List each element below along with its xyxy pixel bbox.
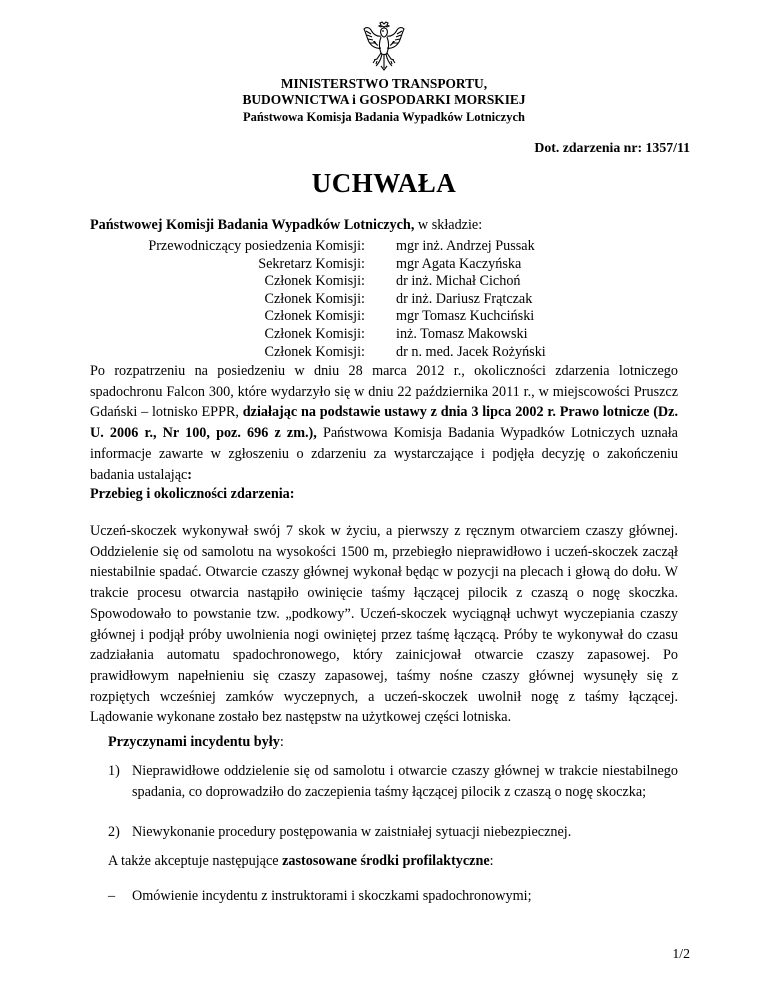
causes-heading-bold: Przyczynami incydentu były (108, 734, 280, 750)
cause-number: 1) (108, 763, 120, 779)
incident-description: Uczeń-skoczek wykonywał swój 7 skok w życiu, a pierwszy z ręcznym otwarciem czaszy głównej. Oddzielenie się od samolotu na wysokości 1500 m, przebiegło nieprawidłowo i uczeń-skoczek zaczął niestabilnie spadać. Otwarcie czaszy głównej wykonał będąc w pozycji na plecach i głową do dołu. W trakcie procesu otwarcia nastąpiło owinięcie taśmy łączącej pilocik z czaszą o nogę skoczka. Spowodowało to powstanie tzw. „podkowy”. Uczeń-skoczek wyciągnął uchwyt wyczepiania czaszy głównej i podjął próby uwolnienia nogi owiniętej przez taśmę łączącą. Próby te wykonywał do czasu zadziałania automatu spadochronowego, który zainicjował otwarcie czaszy zapasowej. Po prawidłowym napełnieniu się czaszy zapasowej, taśmy nośne czaszy głównej wysunęły się z rozpiętych wcześniej zamków wyczepnych, a uczeń-skoczek uwolnił nogę z taśmy łączącej. Lądowanie wykonane zostało bez następstw na użytkowej części lotniska. (90, 523, 678, 726)
preventive-heading-plain: A także akceptuje następujące (108, 853, 283, 869)
dash-bullet: – (108, 888, 116, 904)
member-name: dr inż. Michał Cichoń (396, 273, 521, 290)
cause-item (108, 822, 678, 843)
member-row (90, 308, 690, 326)
member-name: mgr Tomasz Kuchciński (396, 308, 535, 325)
cause-item (108, 761, 678, 802)
commission-members (90, 238, 690, 361)
legal-basis: działając na podstawie ustawy z dnia 3 lipca 2002 r. Prawo lotnicze (Dz. U. 2006 r., Nr 100, poz. 696 z zm.), (90, 404, 679, 442)
member-name: dr n. med. Jacek Rożyński (396, 343, 546, 360)
section-title: Przebieg i okoliczności zdarzenia: (90, 486, 295, 502)
member-role: Sekretarz Komisji: (258, 255, 365, 272)
decision-text-part1: Po rozpatrzeniu na posiedzeniu w dniu 28 marca 2012 r., okoliczności zdarzenia lotniczego spadochronu Falcon 300, które wydarzyło się w dniu 22 października 2011 r., w miejscowości Pruszcz Gdański – lotnisko EPPR, (90, 363, 678, 421)
member-role: Członek Komisji: (264, 273, 365, 290)
member-name: inż. Tomasz Makowski (396, 325, 528, 342)
intro-bold: Państwowej Komisji Badania Wypadków Lotniczych, (90, 217, 415, 233)
preventive-heading-bold: zastosowane środki profilaktyczne (282, 853, 490, 869)
decision-paragraph (90, 361, 678, 485)
intro-line (90, 215, 678, 236)
decision-colon: : (187, 466, 193, 483)
decision-text-part2: Państwowa Komisja Badania Wypadków Lotniczych uznała informacje zawarte w zgłoszeniu o zdarzeniu za wystarczające i podjęła decyzję o zakończeniu badania ustalając (90, 425, 678, 483)
preventive-heading-end: : (489, 853, 494, 869)
cause-text: Nieprawidłowe oddzielenie się od samolotu i otwarcie czaszy głównej w trakcie niestabilnego spadania, co doprowadziło do zaczepienia taśmy łączącej pilocik z czaszą o nogę skoczka; (132, 763, 678, 800)
ministry-name-line2: BUDOWNICTWA i GOSPODARKI MORSKIEJ (242, 92, 526, 107)
member-row (90, 291, 690, 309)
member-role: Członek Komisji: (264, 325, 365, 342)
commission-name: Państwowa Komisja Badania Wypadków Lotniczych (243, 110, 525, 124)
polish-eagle-emblem-icon (362, 20, 406, 72)
member-role: Członek Komisji: (264, 308, 365, 325)
cause-number: 2) (108, 824, 120, 840)
member-row (90, 256, 690, 274)
member-row (90, 326, 690, 344)
member-role: Członek Komisji: (264, 343, 365, 360)
member-row (90, 273, 690, 291)
causes-heading (108, 734, 284, 751)
member-role: Przewodniczący posiedzenia Komisji: (148, 238, 365, 254)
member-name: mgr inż. Andrzej Pussak (396, 238, 535, 254)
member-name: mgr Agata Kaczyńska (396, 255, 522, 272)
intro-rest: w składzie: (414, 217, 483, 233)
preventive-item (108, 888, 532, 905)
causes-heading-rest: : (279, 734, 284, 750)
member-role: Członek Komisji: (264, 290, 365, 307)
member-name: dr inż. Dariusz Frątczak (396, 290, 533, 307)
cause-text: Niewykonanie procedury postępowania w zaistniałej sytuacji niebezpiecznej. (132, 824, 572, 840)
member-row (90, 238, 690, 256)
member-row (90, 344, 690, 362)
case-number: Dot. zdarzenia nr: 1357/11 (534, 140, 690, 155)
ministry-name-line1: MINISTERSTWO TRANSPORTU, (280, 76, 488, 91)
preventive-item-text: Omówienie incydentu z instruktorami i skoczkami spadochronowymi; (132, 888, 532, 904)
preventive-heading (108, 853, 494, 870)
page-number: 1/2 (672, 946, 690, 961)
document-title: UCHWAŁA (311, 168, 457, 198)
